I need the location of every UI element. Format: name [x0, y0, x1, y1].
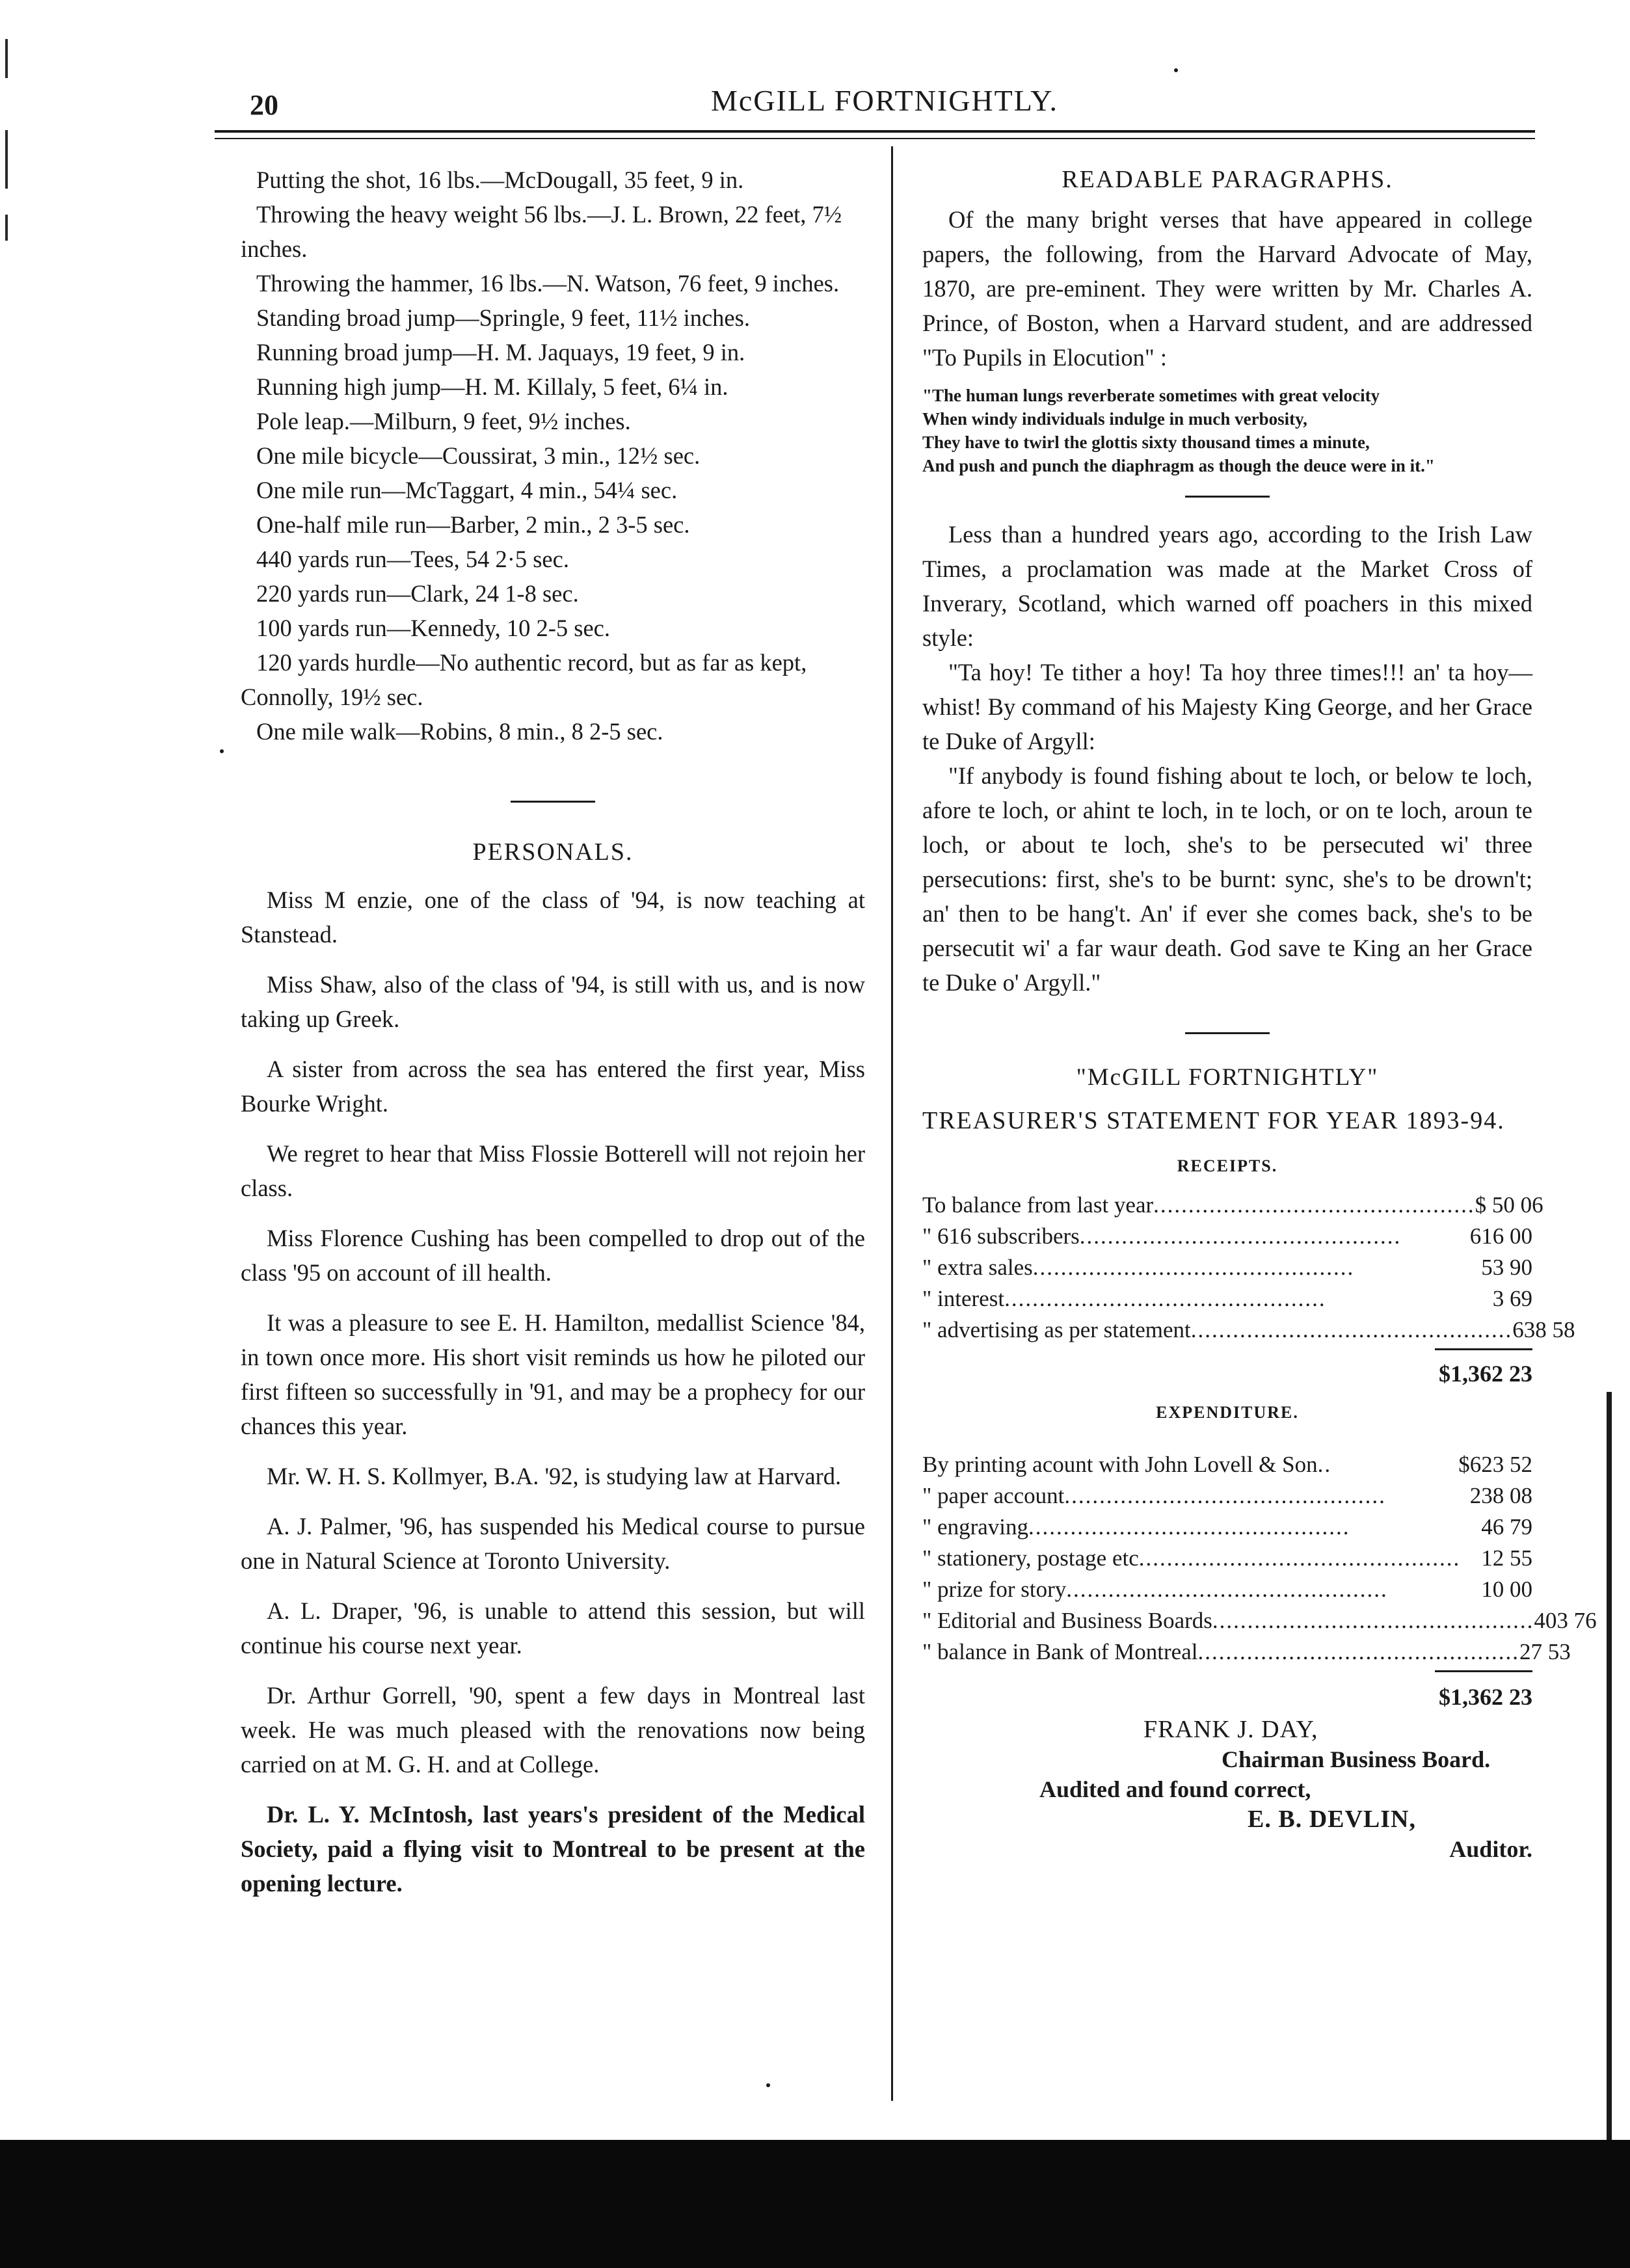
personal-item: We regret to hear that Miss Flossie Botterell will not rejoin her class. — [241, 1140, 865, 1201]
record-line: Throwing the hammer, 16 lbs.—N. Watson, 76 feet, 9 inches. — [256, 270, 840, 297]
expenditure-label: " prize for story — [922, 1577, 1067, 1602]
receipt-amount: $ 50 06 — [1475, 1192, 1543, 1218]
receipt-amount: 616 00 — [1469, 1223, 1532, 1249]
leader-dots: .............................................. — [1028, 1514, 1350, 1540]
receipt-amount: 638 58 — [1512, 1317, 1575, 1342]
treasurer-title: "McGILL FORTNIGHTLY" — [1076, 1064, 1379, 1091]
expenditure-label: " stationery, postage etc — [922, 1545, 1139, 1571]
page-header — [241, 83, 1529, 129]
receipts-table — [922, 1190, 1575, 1346]
athletic-records — [241, 163, 865, 749]
record-line: Throwing the heavy weight 56 lbs.—J. L. Brown, 22 feet, 7½ inches. — [241, 201, 842, 262]
expenditure-label: By printing acount with John Lovell & Son — [922, 1452, 1318, 1477]
leader-dots: .............................................. — [1004, 1286, 1326, 1311]
expenditure-amount: 10 00 — [1481, 1577, 1532, 1602]
page-number: 20 — [250, 89, 278, 121]
column-divider — [891, 146, 893, 2101]
expenditure-total: $1,362 23 — [1439, 1684, 1532, 1710]
personals-heading: PERSONALS. — [472, 838, 634, 866]
personal-item: A sister from across the sea has entered the first year, Miss Bourke Wright. — [241, 1056, 865, 1117]
auditor-name: E. B. DEVLIN, — [1248, 1806, 1416, 1833]
leader-dots: .............................................. — [1064, 1483, 1386, 1508]
record-line: Running broad jump—H. M. Jaquays, 19 feet, 9 in. — [256, 339, 745, 366]
audited-line: Audited and found correct, — [1039, 1776, 1311, 1802]
expenditure-row — [922, 1480, 1532, 1512]
expenditure-label: " engraving — [922, 1514, 1028, 1540]
expenditure-total-rule — [1435, 1670, 1532, 1672]
personal-item: Miss M enzie, one of the class of '94, is now teaching at Stanstead. — [241, 887, 865, 948]
leader-dots: .............................................. — [1212, 1608, 1534, 1633]
expenditure-amount: 238 08 — [1469, 1483, 1532, 1508]
expenditure-label: " balance in Bank of Montreal — [922, 1639, 1198, 1664]
leader-dots: .............................................. — [1032, 1255, 1355, 1280]
receipt-label: " extra sales — [922, 1255, 1033, 1280]
expenditure-row — [922, 1574, 1532, 1605]
leader-dots: .............................................. — [1079, 1223, 1402, 1249]
record-line: One mile walk—Robins, 8 min., 8 2-5 sec. — [256, 718, 663, 745]
scan-edge-band — [0, 2140, 1630, 2268]
verse-line: "The human lungs reverberate sometimes with great velocity — [922, 386, 1380, 405]
margin-mark — [5, 39, 8, 78]
record-line: One-half mile run—Barber, 2 min., 2 3-5 sec. — [256, 511, 690, 538]
record-line: 440 yards run—Tees, 54 2·5 sec. — [256, 546, 569, 572]
verse-line: And push and punch the diaphragm as though the deuce were in it." — [922, 456, 1435, 475]
verse-line: When windy individuals indulge in much verbosity, — [922, 409, 1307, 429]
expenditure-row — [922, 1636, 1571, 1668]
personal-item: Dr. L. Y. McIntosh, last years's president of the Medical Society, paid a flying visit to Montreal to be present at the opening lecture. — [241, 1801, 865, 1897]
personal-item: A. L. Draper, '96, is unable to attend this session, but will continue his course next year. — [241, 1597, 865, 1659]
readable-paragraphs-heading: READABLE PARAGRAPHS. — [1062, 166, 1393, 193]
receipts-total-rule — [1435, 1348, 1532, 1350]
receipt-row — [922, 1283, 1532, 1314]
record-line: Pole leap.—Milburn, 9 feet, 9½ inches. — [256, 408, 631, 434]
personal-item: Miss Shaw, also of the class of '94, is still with us, and is now taking up Greek. — [241, 971, 865, 1032]
signatory-title: Chairman Business Board. — [1222, 1746, 1491, 1772]
ink-speck — [1174, 68, 1178, 72]
receipt-row — [922, 1252, 1532, 1283]
margin-mark — [5, 130, 8, 189]
record-line: One mile bicycle—Coussirat, 3 min., 12½ sec. — [256, 442, 701, 469]
personal-item: Mr. W. H. S. Kollmyer, B.A. '92, is studying law at Harvard. — [267, 1463, 842, 1489]
record-line: 220 yards run—Clark, 24 1-8 sec. — [256, 580, 579, 607]
expenditure-table — [922, 1449, 1597, 1668]
expenditure-heading: EXPENDITURE. — [1156, 1403, 1299, 1422]
proclamation-intro: Less than a hundred years ago, according to the Irish Law Times, a proclamation was made at the Market Cross of Inverary, Scotland, which warned off poachers in this mixed style: — [922, 521, 1532, 651]
signatory-name: FRANK J. DAY, — [1143, 1716, 1318, 1743]
personal-item: A. J. Palmer, '96, has suspended his Medical course to pursue one in Natural Science at Toronto University. — [241, 1513, 865, 1574]
header-rule-thin — [215, 138, 1535, 139]
personal-item: Miss Florence Cushing has been compelled to drop out of the class '95 on account of ill health. — [241, 1225, 865, 1286]
receipt-label: " interest — [922, 1286, 1005, 1311]
receipts-total: $1,362 23 — [1439, 1361, 1532, 1387]
personal-item: Dr. Arthur Gorrell, '90, spent a few days in Montreal last week. He was much pleased with the renovations now being carried on at M. G. H. and at College. — [241, 1682, 865, 1778]
auditor-title: Auditor. — [1449, 1836, 1532, 1862]
personals-list — [241, 883, 865, 1901]
personal-item: It was a pleasure to see E. H. Hamilton, medallist Science '84, in town once more. His short visit reminds us how he piloted our first fifteen so successfully in '91, and may be a prophecy for our chances this year. — [241, 1309, 865, 1439]
receipt-row — [922, 1314, 1575, 1346]
expenditure-amount: $623 52 — [1458, 1452, 1532, 1477]
receipts-heading: RECEIPTS. — [1177, 1156, 1278, 1175]
header-rule — [215, 130, 1535, 133]
receipt-label: To balance from last year — [922, 1192, 1154, 1218]
expenditure-label: " paper account — [922, 1483, 1065, 1508]
expenditure-row — [922, 1605, 1597, 1636]
right-column — [922, 163, 1597, 1864]
record-line: 120 yards hurdle—No authentic record, but as far as kept, Connolly, 19½ sec. — [241, 649, 807, 710]
record-line: One mile run—McTaggart, 4 min., 54¼ sec. — [256, 477, 678, 503]
leader-dots: .............................................. — [1197, 1639, 1519, 1664]
treasurer-subtitle: TREASURER'S STATEMENT FOR YEAR 1893-94. — [922, 1107, 1505, 1134]
expenditure-row — [922, 1449, 1532, 1480]
running-title: McGILL FORTNIGHTLY. — [710, 84, 1059, 117]
expenditure-amount: 403 76 — [1534, 1608, 1597, 1633]
ink-speck — [220, 749, 224, 753]
verse — [922, 384, 1532, 477]
proclamation-text: "Ta hoy! Te tither a hoy! Ta hoy three times!!! an' ta hoy—whist! By command of his Majesty King George, and her Grace te Duke of Argyll: — [922, 659, 1532, 754]
expenditure-row — [922, 1512, 1532, 1543]
leader-dots: .............................................. — [1138, 1545, 1461, 1571]
expenditure-amount: 46 79 — [1481, 1514, 1532, 1540]
readable-intro: Of the many bright verses that have appeared in college papers, the following, from the Harvard Advocate of May, 1870, are pre-eminent. They were written by Mr. Charles A. Prince, of Boston, when a Harvard student, and are addressed "To Pupils in Elocution" : — [922, 206, 1532, 371]
receipt-row — [922, 1190, 1543, 1221]
receipt-label: " 616 subscribers — [922, 1223, 1080, 1249]
margin-mark — [5, 215, 8, 241]
ink-speck — [766, 2083, 770, 2087]
record-line: Running high jump—H. M. Killaly, 5 feet, 6¼ in. — [256, 373, 728, 400]
section-divider — [511, 801, 595, 803]
record-line: Standing broad jump—Springle, 9 feet, 11½ inches. — [256, 304, 750, 331]
receipt-label: " advertising as per statement — [922, 1317, 1191, 1342]
expenditure-label: " Editorial and Business Boards — [922, 1608, 1212, 1633]
receipt-row — [922, 1221, 1532, 1252]
leader-dots: .. — [1317, 1452, 1332, 1477]
expenditure-amount: 27 53 — [1519, 1639, 1571, 1664]
left-column — [241, 163, 865, 1901]
right-margin-rule — [1607, 1392, 1612, 2140]
expenditure-row — [922, 1543, 1532, 1574]
record-line: 100 yards run—Kennedy, 10 2-5 sec. — [256, 615, 610, 641]
leader-dots: .............................................. — [1153, 1192, 1475, 1218]
receipt-amount: 3 69 — [1492, 1286, 1532, 1311]
leader-dots: .............................................. — [1190, 1317, 1513, 1342]
expenditure-amount: 12 55 — [1481, 1545, 1532, 1571]
section-divider — [1185, 496, 1270, 498]
receipt-amount: 53 90 — [1481, 1255, 1532, 1280]
record-line: Putting the shot, 16 lbs.—McDougall, 35 feet, 9 in. — [256, 167, 744, 193]
signature-block — [922, 1714, 1532, 1864]
proclamation-text: "If anybody is found fishing about te loch, or below te loch, afore te loch, or ahint te loch, in te loch, or on te loch, aroun te loch, or about te loch, she's to be persecuted wi' three persecutions: first, she's to be burnt: sync, she's to be drown't; an' then to be hang't. An' if ever she comes back, she's to be persecutit wi' a far waur death. God save te King an her Grace te Duke o' Argyll." — [922, 762, 1532, 996]
leader-dots: .............................................. — [1066, 1577, 1388, 1602]
section-divider — [1185, 1032, 1270, 1034]
verse-line: They have to twirl the glottis sixty thousand times a minute, — [922, 433, 1370, 452]
